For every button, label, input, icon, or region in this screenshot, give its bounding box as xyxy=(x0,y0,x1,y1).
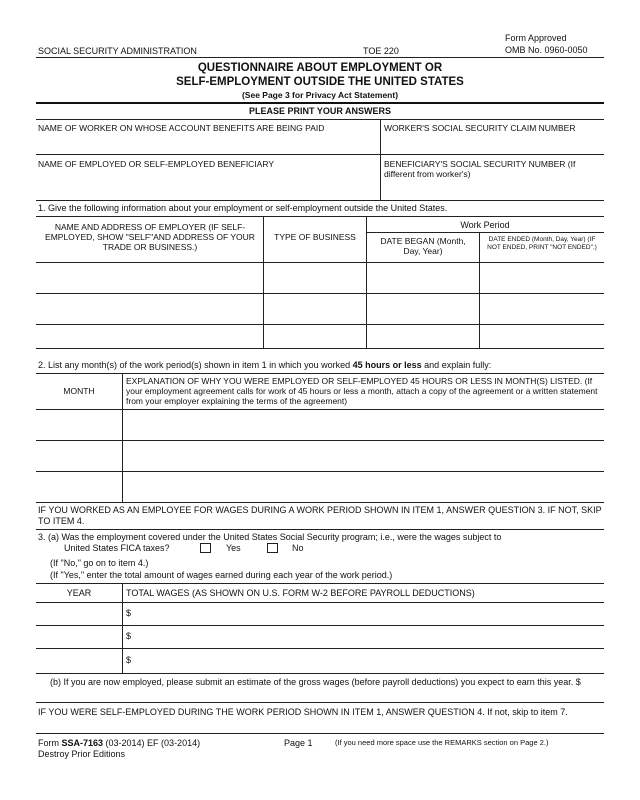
col-year: YEAR xyxy=(66,588,92,598)
fica-no-checkbox[interactable] xyxy=(267,543,278,553)
item2-question-text-end: and explain fully: xyxy=(421,360,492,370)
col-divider xyxy=(366,216,367,348)
row-divider xyxy=(36,154,604,155)
item1-question: 1. Give the following information about your employment or self-employment outside the United States. xyxy=(38,203,448,213)
item2-question xyxy=(38,360,491,371)
wages-field-2[interactable] xyxy=(136,628,600,645)
beneficiary-ssn-label: BENEFICIARY'S SOCIAL SECURITY NUMBER (If different from worker's) xyxy=(384,159,576,179)
header-divider xyxy=(36,57,604,58)
col-work-period: Work Period xyxy=(460,220,510,230)
explanation-field-1[interactable] xyxy=(126,411,600,439)
col-divider xyxy=(479,232,480,348)
form-number-suffix: (03-2014) EF (03-2014) xyxy=(103,738,201,748)
row-divider xyxy=(36,324,604,325)
if-yes-note: (If "Yes," enter the total amount of wages earned during each year of the work period.) xyxy=(50,570,393,580)
fica-yes-checkbox[interactable] xyxy=(200,543,211,553)
col-business: TYPE OF BUSINESS xyxy=(274,232,356,242)
worker-name-label: NAME OF WORKER ON WHOSE ACCOUNT BENEFITS ARE BEING PAID xyxy=(38,123,325,133)
row-divider xyxy=(36,602,604,603)
wages-field-1[interactable] xyxy=(136,605,600,622)
omb-number: OMB No. 0960-0050 xyxy=(505,45,588,55)
self-employed-notice: IF YOU WERE SELF-EMPLOYED DURING THE WORK PERIOD SHOWN IN ITEM 1, ANSWER QUESTION 4. If not, skip to item 7. xyxy=(38,707,568,717)
row-divider xyxy=(36,262,604,263)
worker-claim-field[interactable] xyxy=(384,135,600,153)
employer-field-2[interactable] xyxy=(38,295,260,323)
row-divider xyxy=(36,733,604,734)
form-number-bold: SSA-7163 xyxy=(61,738,104,748)
row-divider xyxy=(36,348,604,349)
title-divider xyxy=(36,102,604,104)
worker-claim-label: WORKER'S SOCIAL SECURITY CLAIM NUMBER xyxy=(384,123,576,133)
row-divider xyxy=(36,502,604,503)
form-title-line2: SELF-EMPLOYMENT OUTSIDE THE UNITED STATES xyxy=(176,76,464,88)
item3a-question: 3. (a) Was the employment covered under the United States Social Security program; i.e., were the wages subject to xyxy=(38,532,502,542)
explanation-field-2[interactable] xyxy=(126,442,600,470)
row-divider xyxy=(36,216,604,217)
beneficiary-name-label: NAME OF EMPLOYED OR SELF-EMPLOYED BENEFICIARY xyxy=(38,159,275,169)
dollar-sign: $ xyxy=(126,631,132,641)
form-number xyxy=(38,738,200,749)
col-date-began: DATE BEGAN (Month, Day, Year) xyxy=(380,236,466,256)
beneficiary-ssn-field[interactable] xyxy=(384,180,600,196)
row-divider xyxy=(36,673,604,674)
col-employer: NAME AND ADDRESS OF EMPLOYER (IF SELF-EMPLOYED, SHOW "SELF"AND ADDRESS OF YOUR TRADE OR BUSINESS.) xyxy=(45,222,255,252)
item3b-question: (b) If you are now employed, please submit an estimate of the gross wages (before payroll deductions) you expect to earn this year. $ xyxy=(50,677,581,687)
if-no-note: (If "No," go on to item 4.) xyxy=(50,558,149,568)
item2-question-emphasis: 45 hours or less xyxy=(352,360,422,370)
destroy-notice: Destroy Prior Editions xyxy=(38,749,126,759)
notice-divider xyxy=(36,119,604,120)
col-divider xyxy=(122,373,123,502)
col-wages: TOTAL WAGES (AS SHOWN ON U.S. FORM W-2 BEFORE PAYROLL DEDUCTIONS) xyxy=(126,588,475,598)
row-divider xyxy=(36,471,604,472)
worker-name-field[interactable] xyxy=(38,135,376,153)
row-divider xyxy=(366,232,604,233)
dollar-sign: $ xyxy=(126,655,132,665)
field-divider xyxy=(380,119,381,200)
form-code: TOE 220 xyxy=(363,46,399,56)
form-approved: Form Approved xyxy=(505,33,567,43)
row-divider xyxy=(36,648,604,649)
col-divider xyxy=(263,216,264,348)
row-divider xyxy=(36,200,604,201)
remarks-note: (If you need more space use the REMARKS section on Page 2.) xyxy=(335,738,549,747)
beneficiary-name-field[interactable] xyxy=(38,172,376,196)
wages-field-3[interactable] xyxy=(136,651,600,670)
estimated-wages-field[interactable] xyxy=(124,688,324,699)
form-title-line1: QUESTIONNAIRE ABOUT EMPLOYMENT OR xyxy=(197,62,443,74)
print-notice: PLEASE PRINT YOUR ANSWERS xyxy=(248,106,392,116)
employer-field-3[interactable] xyxy=(38,326,260,346)
row-divider xyxy=(36,529,604,530)
fica-no-label: No xyxy=(292,543,304,553)
fica-yes-label: Yes xyxy=(226,543,241,553)
page-number: Page 1 xyxy=(284,738,313,748)
employee-notice: IF YOU WORKED AS AN EMPLOYEE FOR WAGES DURING A WORK PERIOD SHOWN IN ITEM 1, ANSWER QUESTION 3. IF NOT, SKIP TO ITEM 4. xyxy=(38,505,602,526)
col-explanation: EXPLANATION OF WHY YOU WERE EMPLOYED OR SELF-EMPLOYED 45 HOURS OR LESS IN MONTH(S) LISTED. (If your employment agreement calls for work of 45 hours or less a month, attach a copy of the agreement or a written statement from your employer explaining the terms of the agreement) xyxy=(126,376,598,406)
col-divider xyxy=(122,583,123,673)
privacy-act-note: (See Page 3 for Privacy Act Statement) xyxy=(241,90,399,100)
agency-name: SOCIAL SECURITY ADMINISTRATION xyxy=(38,46,197,56)
item3a-question-cont: United States FICA taxes? xyxy=(64,543,170,553)
col-month: MONTH xyxy=(63,386,95,396)
row-divider xyxy=(36,409,604,410)
row-divider xyxy=(36,440,604,441)
form-number-prefix: Form xyxy=(38,738,62,748)
row-divider xyxy=(36,293,604,294)
item2-question-text: 2. List any month(s) of the work period(s) shown in item 1 in which you worked xyxy=(38,360,353,370)
row-divider xyxy=(36,625,604,626)
dollar-sign: $ xyxy=(126,608,132,618)
employer-field-1[interactable] xyxy=(38,264,260,292)
row-divider xyxy=(36,702,604,703)
col-date-ended: DATE ENDED (Month, Day, Year) (IF NOT ENDED, PRINT "NOT ENDED".) xyxy=(487,236,597,251)
explanation-field-3[interactable] xyxy=(126,473,600,500)
